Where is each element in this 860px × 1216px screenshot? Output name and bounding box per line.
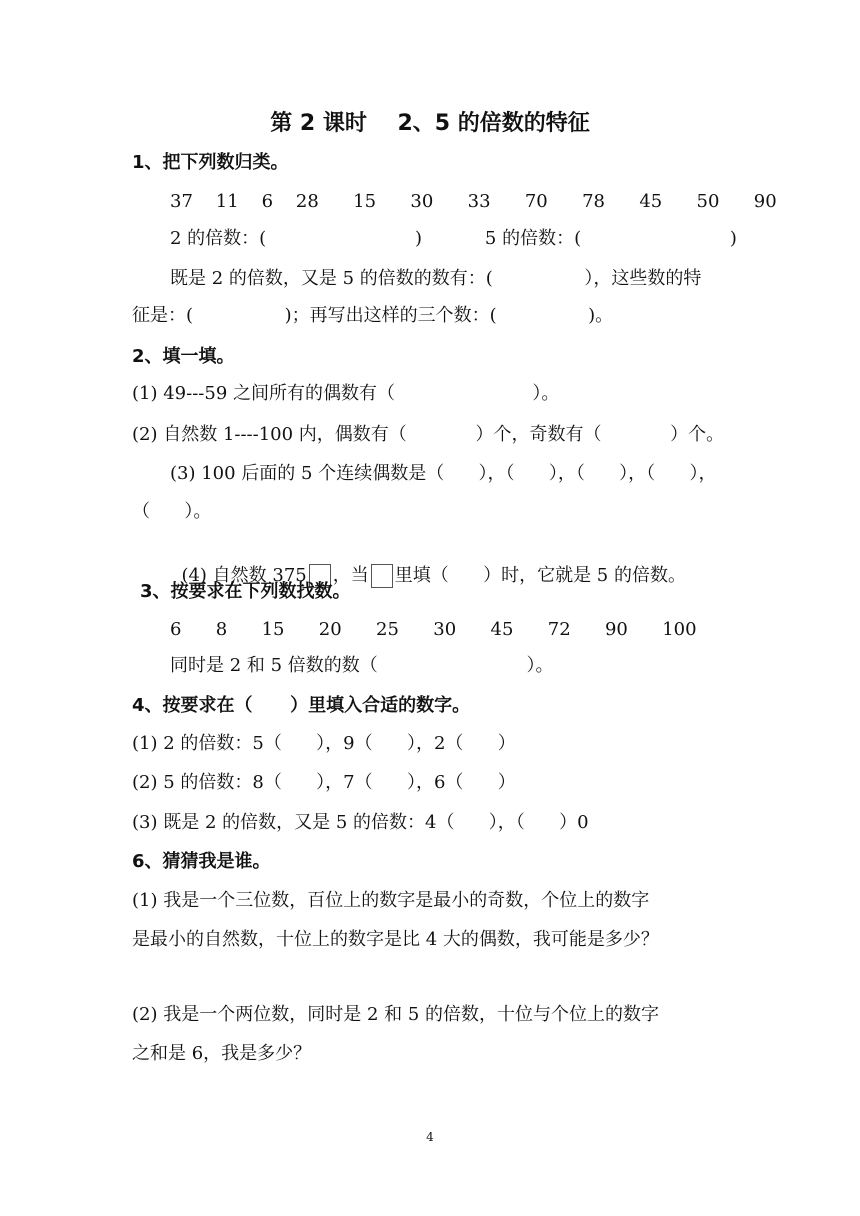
q2-item1: (1) 49---59 之间所有的偶数有（ ）。 <box>132 383 560 404</box>
q1-line4: 征是：( )；再写出这样的三个数：( )。 <box>132 305 614 326</box>
q3-numbers: 6 8 15 20 25 30 45 72 90 100 <box>170 619 697 640</box>
q4-heading: 4、按要求在（ ）里填入合适的数字。 <box>132 695 471 716</box>
q4-item1: (1) 2 的倍数：5（ ），9（ ），2（ ） <box>132 733 516 754</box>
q1-line2: 2 的倍数：( ) 5 的倍数：( ) <box>170 228 737 249</box>
q2-item2: (2) 自然数 1----100 内，偶数有（ ）个，奇数有（ ）个。 <box>132 424 725 445</box>
q6-item2a: (2) 我是一个两位数，同时是 2 和 5 的倍数，十位与个位上的数字 <box>132 1004 660 1025</box>
q1-line3: 既是 2 的倍数，又是 5 的倍数的数有：( ），这些数的特 <box>170 268 702 289</box>
q4-item3: (3) 既是 2 的倍数，又是 5 的倍数：4（ ），（ ）0 <box>132 812 589 833</box>
q2-item4c: 里填（ ）时，它就是 5 的倍数。 <box>394 565 686 586</box>
page-title: 第 2 课时 2、5 的倍数的特征 <box>270 111 590 136</box>
q6-item2b: 之和是 6，我是多少？ <box>132 1043 312 1064</box>
q3-line: 同时是 2 和 5 倍数的数（ ）。 <box>170 655 554 676</box>
q6-item1b: 是最小的自然数，十位上的数字是比 4 大的偶数，我可能是多少？ <box>132 929 659 950</box>
q2-item3: (3) 100 后面的 5 个连续偶数是（ ），（ ），（ ），（ ）， <box>170 463 717 484</box>
q2-item4b: ，当 <box>332 565 369 586</box>
q1-numbers: 37 11 6 28 15 30 33 70 78 45 50 90 <box>170 191 777 212</box>
q4-item2: (2) 5 的倍数：8（ ），7（ ），6（ ） <box>132 772 516 793</box>
answer-box[interactable] <box>371 564 393 588</box>
q6-item1a: (1) 我是一个三位数，百位上的数字是最小的奇数，个位上的数字 <box>132 890 650 911</box>
q6-heading: 6、猜猜我是谁。 <box>132 851 271 872</box>
page-number: 4 <box>426 1130 434 1144</box>
q3-heading: 3、按要求在下列数找数。 <box>140 581 351 602</box>
q1-heading: 1、把下列数归类。 <box>132 152 289 173</box>
q2-item3b: （ ）。 <box>132 501 212 522</box>
q2-item4a: (4) 自然数 375 <box>181 565 307 586</box>
q2-heading: 2、填一填。 <box>132 346 235 367</box>
